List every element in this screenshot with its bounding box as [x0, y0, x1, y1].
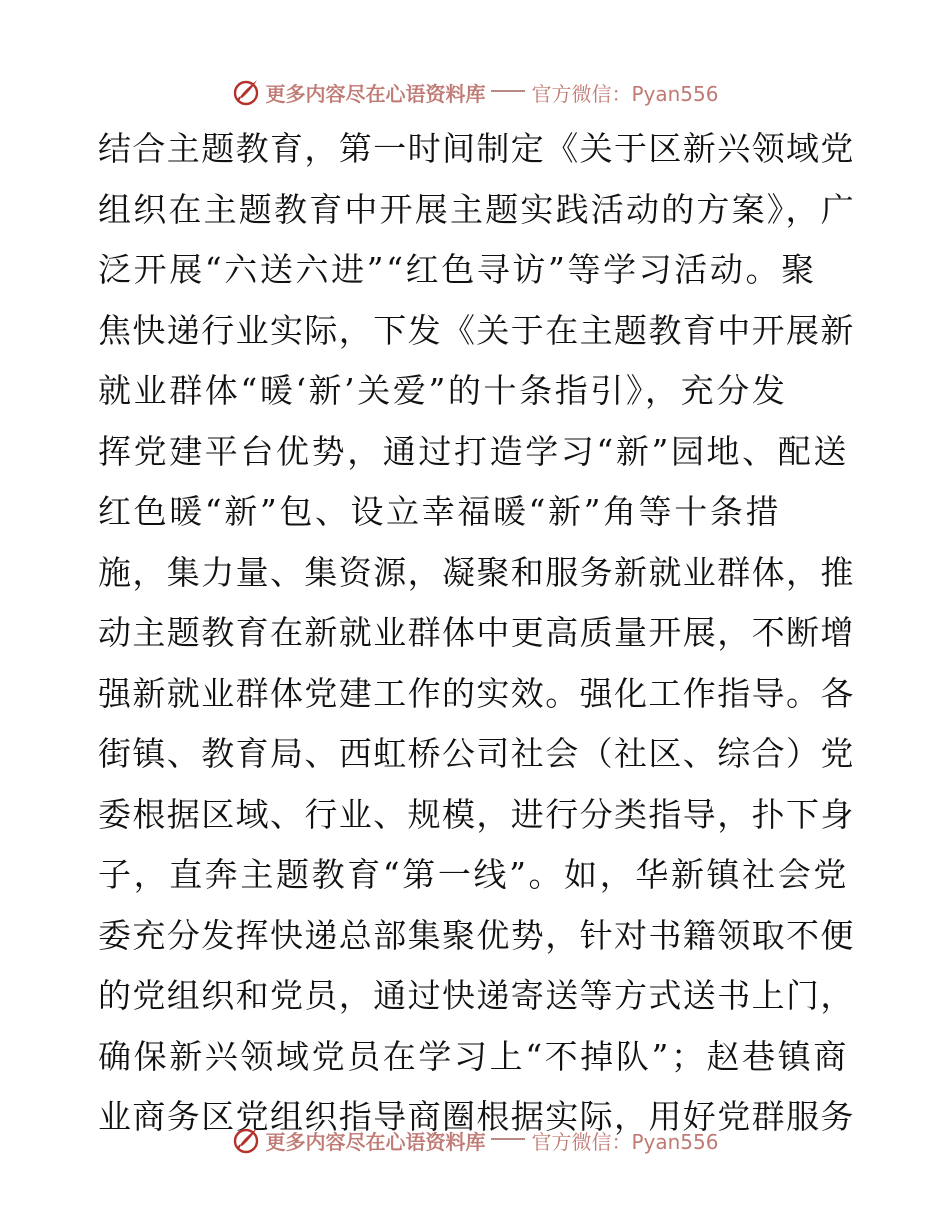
body-line: 红色暖“新”包、设立幸福暖“新”角等十条措: [98, 492, 782, 531]
body-line: 确保新兴领域党员在学习上“不掉队”；赵巷镇商: [98, 1036, 849, 1076]
body-line: 强新就业群体党建工作的实效。强化工作指导。各: [98, 673, 855, 713]
header-dash: [491, 90, 525, 92]
body-line: 业商务区党组织指导商圈根据实际，用好党群服务: [98, 1097, 855, 1136]
header-contact: 官方微信：Pyan556: [531, 81, 719, 106]
document-body: [98, 124, 858, 1153]
footer-slogan: 更多内容尽在心语资料库: [265, 1129, 486, 1154]
body-line: 子，直奔主题教育“第一线”。如，华新镇社会党: [98, 855, 849, 894]
body-line: 委根据区域、行业、规模，进行分类指导，扑下身: [98, 794, 855, 834]
footer-dash: [491, 1138, 525, 1140]
footer-watermark: [0, 1120, 950, 1160]
body-line: 的党组织和党员，通过快递寄送等方式送书上门，: [98, 976, 855, 1015]
body-line: 泛开展“六送六进”“红色寻访”等学习活动。聚: [98, 250, 817, 289]
body-line: 组织在主题教育中开展主题实践活动的方案》，广: [98, 189, 856, 229]
quill-logo-icon: [231, 1125, 261, 1155]
body-line: 委充分发挥快递总部集聚优势，针对书籍领取不便: [98, 915, 855, 955]
body-line: 街镇、教育局、西虹桥公司社会（社区、综合）党: [98, 734, 855, 773]
body-line: 施，集力量、集资源，凝聚和服务新就业群体，推: [98, 552, 855, 592]
footer-contact: 官方微信：Pyan556: [531, 1129, 719, 1154]
header-watermark: [0, 72, 950, 112]
body-line: 挥党建平台优势，通过打造学习“新”园地、配送: [98, 431, 849, 471]
body-line: 焦快递行业实际，下发《关于在主题教育中开展新: [98, 310, 855, 350]
body-line: 就业群体“暖‘新’关爱”的十条指引》，充分发: [98, 371, 788, 410]
header-slogan: 更多内容尽在心语资料库: [265, 81, 486, 106]
quill-logo-icon: [231, 77, 261, 107]
body-line: 动主题教育在新就业群体中更高质量开展，不断增: [98, 613, 855, 652]
body-line: 结合主题教育，第一时间制定《关于区新兴领域党: [98, 129, 855, 168]
